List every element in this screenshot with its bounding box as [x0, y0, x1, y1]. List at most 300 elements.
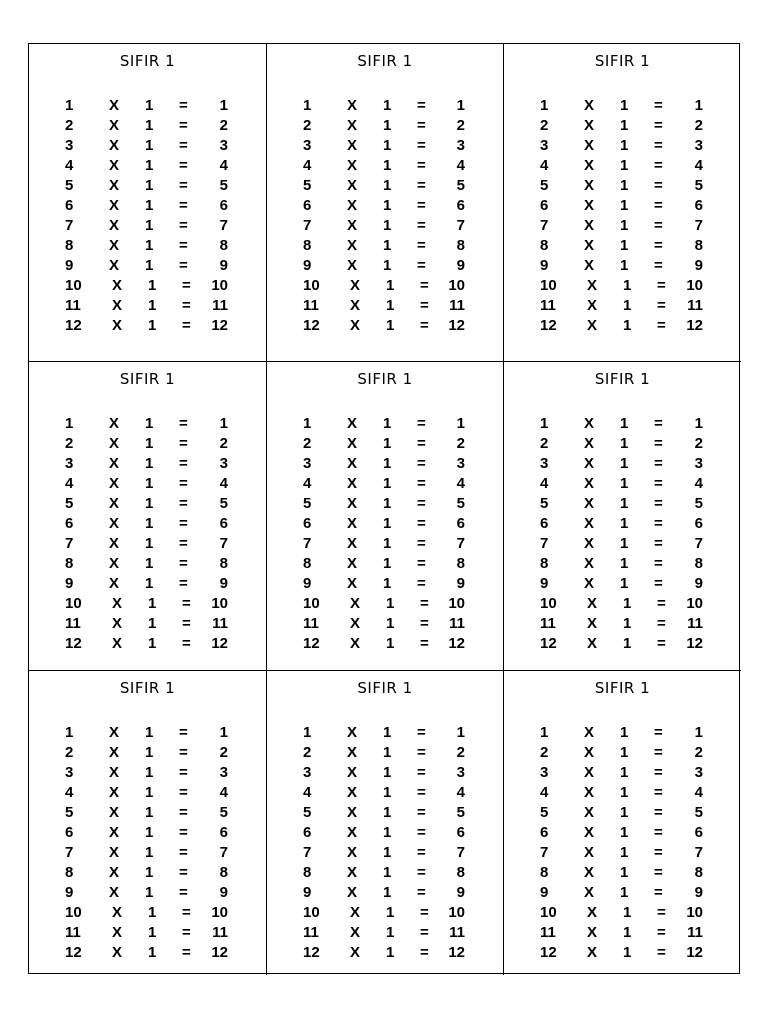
multiplicand: 9 — [65, 257, 74, 274]
equation-row — [267, 923, 503, 943]
multiplier: 1 — [145, 475, 154, 492]
equals-sign: = — [657, 924, 666, 941]
equals-sign: = — [420, 317, 429, 334]
times-sign: X — [584, 495, 595, 512]
times-sign: X — [109, 744, 120, 761]
times-sign: X — [584, 197, 595, 214]
equals-sign: = — [417, 515, 426, 532]
multiplier: 1 — [383, 495, 392, 512]
multiplicand: 4 — [540, 475, 549, 492]
times-sign: X — [347, 804, 358, 821]
multiplicand: 2 — [540, 744, 549, 761]
equals-sign: = — [417, 724, 426, 741]
equation-row — [267, 634, 503, 654]
multiplier: 1 — [386, 297, 395, 314]
multiplicand: 2 — [303, 117, 312, 134]
times-sign: X — [587, 904, 598, 921]
multiplier: 1 — [620, 217, 629, 234]
multiplicand: 7 — [303, 217, 312, 234]
equals-sign: = — [657, 277, 666, 294]
equation-row — [29, 843, 266, 863]
times-sign: X — [347, 197, 358, 214]
product: 3 — [694, 455, 703, 472]
multiplicand: 11 — [65, 924, 81, 941]
equation-row — [504, 823, 741, 843]
equals-sign: = — [420, 635, 429, 652]
times-sign: X — [109, 237, 120, 254]
times-table-card — [267, 44, 504, 362]
product: 8 — [694, 864, 703, 881]
multiplier: 1 — [623, 615, 632, 632]
equals-sign: = — [420, 297, 429, 314]
equation-list — [267, 414, 503, 654]
equation-row — [29, 296, 266, 316]
multiplicand: 10 — [303, 595, 320, 612]
multiplicand: 12 — [303, 944, 320, 961]
equation-row — [29, 494, 266, 514]
product: 8 — [456, 555, 465, 572]
multiplicand: 5 — [303, 177, 312, 194]
multiplier: 1 — [145, 744, 154, 761]
times-sign: X — [109, 197, 120, 214]
multiplicand: 6 — [303, 824, 312, 841]
times-sign: X — [584, 884, 595, 901]
multiplicand: 3 — [540, 764, 549, 781]
product: 12 — [448, 635, 465, 652]
multiplier: 1 — [620, 97, 629, 114]
multiplier: 1 — [383, 515, 392, 532]
multiplicand: 9 — [303, 884, 312, 901]
multiplicand: 8 — [65, 237, 74, 254]
multiplicand: 5 — [65, 804, 74, 821]
equation-row — [29, 943, 266, 963]
multiplier: 1 — [145, 555, 154, 572]
equation-row — [29, 96, 266, 116]
times-sign: X — [347, 884, 358, 901]
equation-row — [29, 743, 266, 763]
table-title: SIFIR 1 — [119, 370, 176, 388]
multiplier: 1 — [383, 535, 392, 552]
equation-row — [267, 196, 503, 216]
equals-sign: = — [417, 844, 426, 861]
times-table-card — [29, 362, 267, 671]
multiplicand: 9 — [540, 575, 549, 592]
times-sign: X — [587, 317, 598, 334]
times-sign: X — [350, 635, 361, 652]
equation-row — [504, 276, 741, 296]
times-sign: X — [347, 495, 358, 512]
equation-row — [267, 276, 503, 296]
product: 9 — [219, 257, 228, 274]
table-title: SIFIR 1 — [594, 52, 651, 70]
equation-row — [504, 454, 741, 474]
multiplier: 1 — [383, 257, 392, 274]
equation-row — [29, 883, 266, 903]
equals-sign: = — [654, 435, 663, 452]
equation-row — [504, 296, 741, 316]
multiplicand: 2 — [65, 117, 74, 134]
equals-sign: = — [417, 495, 426, 512]
multiplicand: 7 — [65, 217, 74, 234]
product: 3 — [456, 455, 465, 472]
multiplier: 1 — [383, 724, 392, 741]
multiplicand: 2 — [303, 435, 312, 452]
multiplicand: 4 — [303, 784, 312, 801]
multiplicand: 3 — [303, 764, 312, 781]
equals-sign: = — [654, 744, 663, 761]
multiplier: 1 — [620, 237, 629, 254]
equals-sign: = — [654, 257, 663, 274]
multiplicand: 5 — [65, 177, 74, 194]
equals-sign: = — [417, 257, 426, 274]
table-title: SIFIR 1 — [119, 52, 176, 70]
multiplier: 1 — [620, 515, 629, 532]
times-sign: X — [350, 924, 361, 941]
equation-row — [267, 454, 503, 474]
product: 8 — [219, 237, 228, 254]
product: 1 — [694, 97, 703, 114]
times-sign: X — [109, 515, 120, 532]
product: 11 — [687, 924, 703, 941]
equation-row — [267, 434, 503, 454]
multiplier: 1 — [383, 217, 392, 234]
equals-sign: = — [182, 635, 191, 652]
product: 1 — [694, 415, 703, 432]
times-sign: X — [109, 844, 120, 861]
equation-row — [504, 883, 741, 903]
equals-sign: = — [179, 784, 188, 801]
multiplicand: 8 — [303, 864, 312, 881]
worksheet-grid — [28, 43, 740, 974]
equals-sign: = — [654, 475, 663, 492]
equation-row — [267, 296, 503, 316]
multiplier: 1 — [620, 475, 629, 492]
product: 1 — [456, 415, 465, 432]
multiplier: 1 — [386, 904, 395, 921]
equation-row — [267, 803, 503, 823]
equation-row — [29, 534, 266, 554]
equals-sign: = — [654, 824, 663, 841]
multiplier: 1 — [145, 157, 154, 174]
product: 1 — [694, 724, 703, 741]
times-sign: X — [112, 635, 123, 652]
product: 9 — [694, 257, 703, 274]
product: 12 — [211, 317, 228, 334]
multiplier: 1 — [145, 535, 154, 552]
times-sign: X — [112, 944, 123, 961]
times-sign: X — [112, 595, 123, 612]
equation-row — [29, 276, 266, 296]
product: 7 — [219, 535, 228, 552]
product: 9 — [694, 575, 703, 592]
multiplier: 1 — [383, 137, 392, 154]
times-sign: X — [112, 615, 123, 632]
times-sign: X — [109, 535, 120, 552]
times-sign: X — [109, 804, 120, 821]
equation-row — [29, 823, 266, 843]
times-sign: X — [350, 317, 361, 334]
product: 11 — [449, 297, 465, 314]
product: 10 — [448, 904, 465, 921]
equals-sign: = — [179, 495, 188, 512]
equals-sign: = — [657, 297, 666, 314]
equation-list — [29, 723, 266, 963]
product: 6 — [694, 824, 703, 841]
times-sign: X — [347, 455, 358, 472]
product: 4 — [694, 784, 703, 801]
equation-row — [29, 783, 266, 803]
multiplier: 1 — [620, 804, 629, 821]
product: 9 — [219, 575, 228, 592]
equation-row — [504, 943, 741, 963]
equation-row — [267, 763, 503, 783]
equation-row — [29, 176, 266, 196]
times-sign: X — [587, 615, 598, 632]
product: 5 — [694, 804, 703, 821]
equation-row — [29, 414, 266, 434]
equals-sign: = — [417, 884, 426, 901]
equals-sign: = — [654, 177, 663, 194]
times-sign: X — [587, 595, 598, 612]
multiplicand: 2 — [303, 744, 312, 761]
multiplier: 1 — [620, 415, 629, 432]
multiplicand: 10 — [65, 904, 82, 921]
table-title: SIFIR 1 — [357, 370, 413, 388]
multiplier: 1 — [620, 197, 629, 214]
multiplicand: 1 — [540, 724, 549, 741]
product: 10 — [211, 904, 228, 921]
equals-sign: = — [179, 475, 188, 492]
product: 1 — [219, 97, 228, 114]
multiplier: 1 — [620, 744, 629, 761]
equals-sign: = — [420, 924, 429, 941]
times-sign: X — [109, 824, 120, 841]
product: 7 — [456, 535, 465, 552]
multiplier: 1 — [620, 177, 629, 194]
equals-sign: = — [417, 455, 426, 472]
equals-sign: = — [179, 724, 188, 741]
equals-sign: = — [657, 615, 666, 632]
times-sign: X — [347, 575, 358, 592]
multiplier: 1 — [620, 495, 629, 512]
equation-row — [267, 414, 503, 434]
equals-sign: = — [420, 615, 429, 632]
times-sign: X — [584, 157, 595, 174]
multiplicand: 8 — [303, 555, 312, 572]
multiplicand: 4 — [303, 475, 312, 492]
equals-sign: = — [654, 237, 663, 254]
multiplicand: 3 — [303, 137, 312, 154]
multiplicand: 12 — [303, 635, 320, 652]
equals-sign: = — [657, 595, 666, 612]
equals-sign: = — [179, 415, 188, 432]
multiplicand: 5 — [540, 804, 549, 821]
product: 12 — [211, 944, 228, 961]
multiplicand: 1 — [303, 97, 312, 114]
times-sign: X — [350, 944, 361, 961]
multiplier: 1 — [145, 415, 154, 432]
times-table-card — [267, 671, 504, 975]
times-sign: X — [350, 277, 361, 294]
multiplier: 1 — [623, 317, 632, 334]
multiplier: 1 — [620, 864, 629, 881]
equals-sign: = — [654, 724, 663, 741]
product: 3 — [219, 764, 228, 781]
multiplicand: 3 — [65, 764, 74, 781]
multiplier: 1 — [145, 435, 154, 452]
times-table-card — [504, 671, 741, 975]
equals-sign: = — [654, 575, 663, 592]
equals-sign: = — [182, 297, 191, 314]
equals-sign: = — [417, 535, 426, 552]
multiplier: 1 — [145, 515, 154, 532]
multiplicand: 12 — [303, 317, 320, 334]
multiplier: 1 — [148, 595, 157, 612]
times-sign: X — [350, 297, 361, 314]
equals-sign: = — [179, 197, 188, 214]
times-sign: X — [112, 924, 123, 941]
multiplier: 1 — [148, 317, 157, 334]
times-sign: X — [584, 555, 595, 572]
equation-row — [29, 634, 266, 654]
multiplicand: 7 — [65, 844, 74, 861]
table-title: SIFIR 1 — [594, 370, 651, 388]
equation-row — [504, 474, 741, 494]
multiplicand: 10 — [540, 595, 557, 612]
multiplier: 1 — [383, 455, 392, 472]
equals-sign: = — [179, 157, 188, 174]
multiplier: 1 — [383, 864, 392, 881]
equation-row — [267, 474, 503, 494]
multiplicand: 6 — [540, 515, 549, 532]
equals-sign: = — [417, 824, 426, 841]
times-sign: X — [587, 924, 598, 941]
multiplicand: 12 — [540, 635, 557, 652]
times-sign: X — [584, 804, 595, 821]
equation-row — [504, 803, 741, 823]
multiplier: 1 — [383, 237, 392, 254]
times-sign: X — [584, 784, 595, 801]
multiplier: 1 — [383, 555, 392, 572]
equation-list — [504, 96, 741, 336]
multiplicand: 6 — [540, 197, 549, 214]
times-sign: X — [109, 475, 120, 492]
multiplier: 1 — [148, 944, 157, 961]
product: 9 — [456, 575, 465, 592]
equation-row — [29, 574, 266, 594]
product: 10 — [211, 277, 228, 294]
times-sign: X — [109, 575, 120, 592]
equation-row — [504, 634, 741, 654]
equation-row — [267, 96, 503, 116]
times-sign: X — [587, 297, 598, 314]
multiplier: 1 — [620, 784, 629, 801]
times-table-card — [504, 44, 741, 362]
multiplier: 1 — [145, 575, 154, 592]
equals-sign: = — [179, 217, 188, 234]
product: 8 — [219, 555, 228, 572]
multiplier: 1 — [623, 944, 632, 961]
equals-sign: = — [417, 804, 426, 821]
multiplier: 1 — [386, 277, 395, 294]
product: 4 — [456, 475, 465, 492]
multiplicand: 12 — [65, 944, 82, 961]
equation-row — [267, 783, 503, 803]
times-sign: X — [587, 277, 598, 294]
equation-list — [29, 96, 266, 336]
times-sign: X — [584, 844, 595, 861]
equals-sign: = — [654, 157, 663, 174]
multiplicand: 11 — [303, 615, 319, 632]
multiplicand: 7 — [303, 535, 312, 552]
multiplicand: 11 — [303, 297, 319, 314]
equation-row — [504, 116, 741, 136]
times-sign: X — [584, 824, 595, 841]
product: 11 — [212, 924, 228, 941]
multiplicand: 1 — [303, 724, 312, 741]
multiplicand: 8 — [540, 864, 549, 881]
equals-sign: = — [179, 864, 188, 881]
equation-row — [29, 216, 266, 236]
multiplicand: 7 — [65, 535, 74, 552]
multiplier: 1 — [623, 277, 632, 294]
multiplier: 1 — [623, 297, 632, 314]
equation-row — [504, 574, 741, 594]
multiplier: 1 — [383, 435, 392, 452]
product: 12 — [686, 317, 703, 334]
equals-sign: = — [179, 97, 188, 114]
multiplier: 1 — [383, 197, 392, 214]
multiplier: 1 — [383, 804, 392, 821]
equals-sign: = — [417, 97, 426, 114]
equals-sign: = — [179, 764, 188, 781]
times-sign: X — [584, 257, 595, 274]
product: 1 — [219, 415, 228, 432]
multiplicand: 12 — [540, 944, 557, 961]
equation-row — [29, 903, 266, 923]
times-sign: X — [112, 317, 123, 334]
table-title: SIFIR 1 — [357, 679, 413, 697]
product: 2 — [456, 744, 465, 761]
equation-row — [29, 236, 266, 256]
times-sign: X — [347, 724, 358, 741]
multiplicand: 6 — [65, 515, 74, 532]
multiplier: 1 — [383, 117, 392, 134]
equation-row — [504, 723, 741, 743]
multiplier: 1 — [148, 924, 157, 941]
multiplicand: 11 — [540, 615, 556, 632]
equals-sign: = — [182, 595, 191, 612]
equation-row — [504, 554, 741, 574]
multiplier: 1 — [383, 824, 392, 841]
multiplicand: 6 — [540, 824, 549, 841]
equals-sign: = — [179, 844, 188, 861]
equals-sign: = — [179, 884, 188, 901]
multiplier: 1 — [623, 595, 632, 612]
multiplicand: 7 — [303, 844, 312, 861]
equation-row — [267, 136, 503, 156]
equation-row — [267, 594, 503, 614]
product: 7 — [694, 844, 703, 861]
equals-sign: = — [654, 455, 663, 472]
product: 3 — [219, 137, 228, 154]
equals-sign: = — [417, 555, 426, 572]
multiplicand: 5 — [540, 495, 549, 512]
equation-row — [267, 316, 503, 336]
multiplier: 1 — [145, 844, 154, 861]
product: 5 — [456, 177, 465, 194]
product: 6 — [456, 515, 465, 532]
